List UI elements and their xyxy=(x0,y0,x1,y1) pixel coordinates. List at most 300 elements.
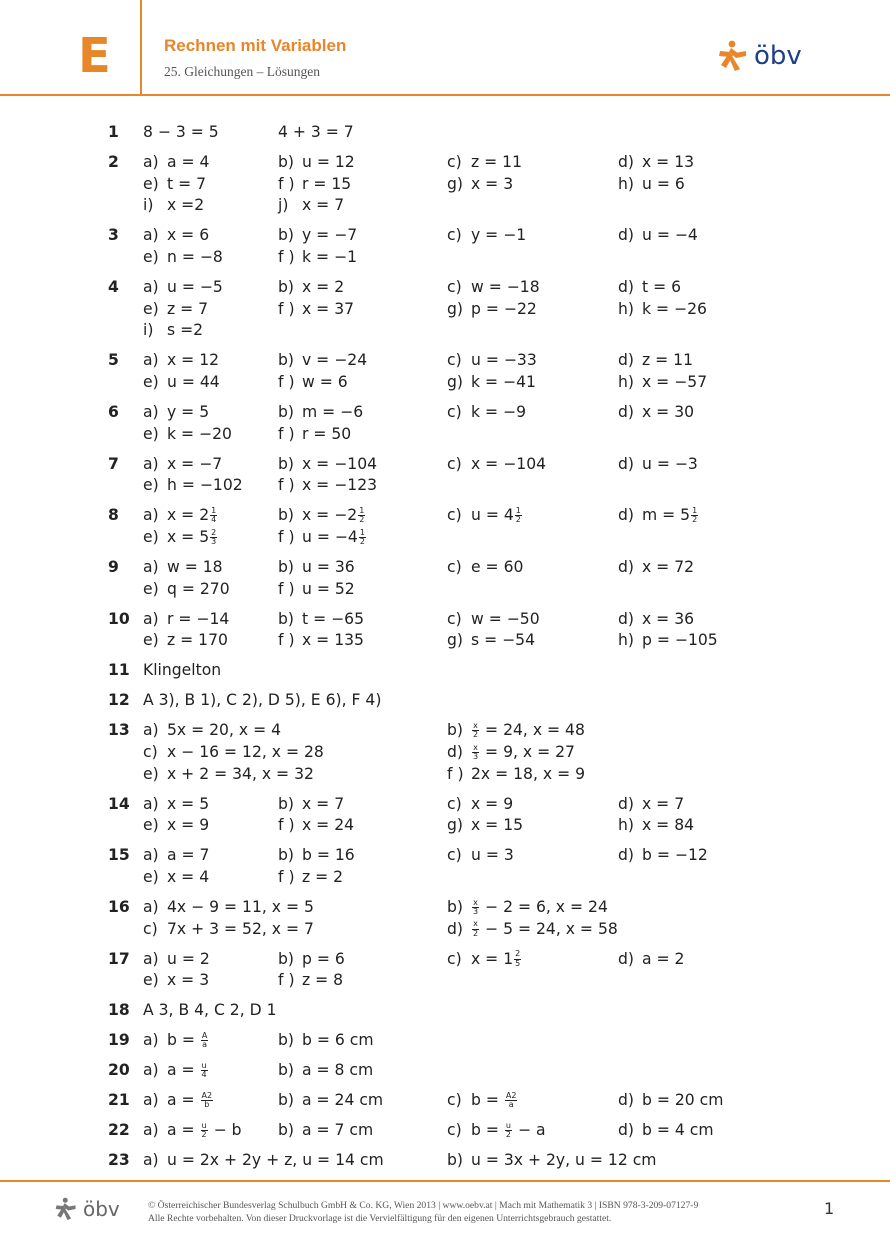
item-label: e) xyxy=(143,248,159,267)
task-number: 22 xyxy=(108,1121,130,1140)
fraction-numerator: 1 xyxy=(692,505,698,515)
answer-item xyxy=(618,815,694,837)
item-label: e) xyxy=(143,476,159,495)
task-number: 11 xyxy=(108,661,130,680)
task xyxy=(108,690,828,712)
answer-item xyxy=(278,195,344,217)
task xyxy=(108,897,828,940)
task-number: 4 xyxy=(108,278,119,297)
answer-item xyxy=(143,475,243,497)
fraction xyxy=(201,1032,208,1050)
item-label: e) xyxy=(143,631,159,650)
page-number: 1 xyxy=(824,1199,835,1218)
task xyxy=(108,720,828,785)
chapter-letter: E xyxy=(78,28,111,84)
answer-item xyxy=(143,794,209,816)
item-label: c) xyxy=(143,919,158,938)
item-value: k = −26 xyxy=(642,299,707,318)
item-label: b) xyxy=(278,794,294,813)
item-value: w = 6 xyxy=(302,373,348,392)
answer-row xyxy=(143,845,828,867)
item-value: x = 7 xyxy=(302,794,345,813)
answer-item xyxy=(143,122,219,144)
answer-row xyxy=(143,320,828,342)
answer-item xyxy=(143,195,204,217)
task-number: 12 xyxy=(108,691,130,710)
answer-row xyxy=(143,424,828,446)
item-value: x = 30 xyxy=(642,403,695,422)
answer-item xyxy=(618,225,698,247)
item-label: e) xyxy=(143,816,159,835)
task-answers xyxy=(143,1120,828,1142)
answer-item xyxy=(278,402,363,424)
answer-row xyxy=(143,609,828,631)
item-label: a) xyxy=(143,609,159,628)
task-answers xyxy=(143,402,828,445)
task xyxy=(108,845,828,888)
fraction-denominator: 3 xyxy=(473,907,479,917)
item-value: x = 72 xyxy=(642,558,695,577)
item-label: e) xyxy=(143,579,159,598)
item-label: e) xyxy=(143,764,159,783)
item-label: i) xyxy=(143,196,154,215)
answer-item xyxy=(278,277,344,299)
item-value: r = −14 xyxy=(167,609,230,628)
answer-item xyxy=(278,609,364,631)
answer-item xyxy=(278,152,355,174)
answer-item xyxy=(278,122,354,144)
item-value: z = 11 xyxy=(471,153,523,171)
item-value-rest: = 24, x = 48 xyxy=(480,721,585,740)
fraction-numerator: 2 xyxy=(211,527,217,537)
item-label: f ) xyxy=(278,174,295,193)
fraction xyxy=(472,920,479,938)
answer-item xyxy=(278,475,377,497)
item-value: a = xyxy=(167,1061,200,1080)
item-label: a) xyxy=(143,846,159,865)
item-value: u = 44 xyxy=(167,373,220,392)
answer-item xyxy=(618,402,694,424)
item-label: c) xyxy=(143,743,158,762)
item-label: b) xyxy=(278,403,294,422)
item-label: b) xyxy=(447,898,463,917)
answer-item xyxy=(618,1120,714,1142)
answer-item xyxy=(143,1120,242,1142)
task xyxy=(108,1150,828,1172)
answer-item xyxy=(278,1030,374,1052)
task-number: 14 xyxy=(108,794,130,813)
fraction-denominator: 5 xyxy=(515,958,521,968)
answer-item xyxy=(278,815,354,837)
item-label: f ) xyxy=(278,528,295,547)
task xyxy=(108,1120,828,1142)
answer-item xyxy=(143,1150,384,1172)
item-label: b) xyxy=(278,846,294,865)
item-label: b) xyxy=(278,506,294,525)
fraction xyxy=(472,722,479,740)
answer-item xyxy=(618,350,693,372)
item-value: y = −1 xyxy=(471,226,527,245)
answer-item xyxy=(447,815,523,837)
task-number: 9 xyxy=(108,558,119,577)
answer-row xyxy=(143,579,828,601)
task-answers xyxy=(143,1030,828,1052)
task-answers xyxy=(143,609,828,652)
item-label: d) xyxy=(618,153,634,171)
item-label: a) xyxy=(143,1121,159,1140)
footer-logo-text: öbv xyxy=(83,1197,120,1221)
item-value: h = −102 xyxy=(167,476,243,495)
fraction xyxy=(472,744,479,762)
item-value: u = 52 xyxy=(302,579,355,598)
item-label: e) xyxy=(143,424,159,443)
answer-item xyxy=(278,299,354,321)
task-number: 6 xyxy=(108,403,119,422)
item-value: u = 12 xyxy=(302,153,355,171)
item-value: b = −12 xyxy=(642,846,708,865)
task-answers xyxy=(143,690,828,712)
answer-row xyxy=(143,527,828,549)
task-number: 23 xyxy=(108,1151,130,1170)
task-answers xyxy=(143,845,828,888)
answer-item xyxy=(618,845,708,867)
item-label: b) xyxy=(278,351,294,370)
item-value: x = 12 xyxy=(167,351,220,370)
answer-item xyxy=(143,372,220,394)
answer-item xyxy=(278,372,348,394)
item-label: d) xyxy=(618,558,634,577)
task-answers xyxy=(143,1150,828,1172)
footer-line-2: Alle Rechte vorbehalten. Von dieser Druckvorlage ist die Vervielfältigung für den eigenen Unterrichtsgebrauch gestattet. xyxy=(148,1213,612,1224)
item-label: d) xyxy=(618,351,634,370)
item-value: t = −65 xyxy=(302,609,365,628)
task-number: 18 xyxy=(108,1001,130,1020)
item-label: h) xyxy=(618,816,634,835)
item-label: f ) xyxy=(278,424,295,443)
item-value: b = 6 cm xyxy=(302,1031,374,1050)
item-label: a) xyxy=(143,949,159,968)
item-label: e) xyxy=(143,868,159,887)
answer-item xyxy=(278,1060,373,1082)
item-label: b) xyxy=(278,1031,294,1050)
fraction-numerator: u xyxy=(505,1120,511,1130)
item-label: c) xyxy=(447,558,462,577)
answer-row xyxy=(143,475,828,497)
item-label: i) xyxy=(143,321,154,340)
footer-rule xyxy=(0,1180,890,1182)
item-label: e) xyxy=(143,373,159,392)
task-answers xyxy=(143,350,828,393)
item-value: u = −33 xyxy=(471,351,537,370)
answer-item xyxy=(447,277,540,299)
item-label: d) xyxy=(618,454,634,473)
fraction-numerator: x xyxy=(473,897,478,907)
item-value: 4x − 9 = 11, x = 5 xyxy=(167,898,314,917)
task-number: 7 xyxy=(108,454,119,473)
item-value: a = 7 cm xyxy=(302,1121,374,1140)
fraction-denominator: 2 xyxy=(692,515,698,525)
page-header xyxy=(0,0,890,95)
answer-row xyxy=(143,815,828,837)
fraction xyxy=(201,1092,214,1110)
fraction-numerator: 1 xyxy=(359,527,365,537)
answer-row xyxy=(143,742,828,764)
item-label: c) xyxy=(447,351,462,370)
task-number: 8 xyxy=(108,506,119,525)
answer-row xyxy=(143,1030,828,1052)
item-label: f ) xyxy=(278,373,295,392)
answer-item xyxy=(447,1120,546,1142)
answer-item xyxy=(143,174,206,196)
answer-item xyxy=(143,350,219,372)
answer-item xyxy=(143,1060,209,1082)
item-label: b) xyxy=(278,609,294,628)
solutions-list xyxy=(108,122,828,1180)
answer-item xyxy=(278,174,351,196)
item-label: b) xyxy=(278,1091,294,1110)
task xyxy=(108,1060,828,1082)
answer-row xyxy=(143,225,828,247)
item-label: d) xyxy=(618,949,634,968)
item-value: u = 2 xyxy=(167,949,210,968)
answer-row xyxy=(143,195,828,217)
page-title: Rechnen mit Variablen xyxy=(164,36,347,55)
answer-item xyxy=(278,970,343,992)
item-label: a) xyxy=(143,1061,159,1080)
fraction xyxy=(514,950,521,968)
item-value: x = 7 xyxy=(302,196,345,215)
task-number: 5 xyxy=(108,351,119,370)
item-label: d) xyxy=(618,1121,634,1140)
item-label: b) xyxy=(278,949,294,968)
item-value: x − 16 = 12, x = 28 xyxy=(167,743,324,762)
item-value: 7x + 3 = 52, x = 7 xyxy=(167,919,314,938)
item-value: p = 6 xyxy=(302,949,345,968)
answer-row xyxy=(143,867,828,889)
item-value: x = −104 xyxy=(302,454,378,473)
task-number: 19 xyxy=(108,1031,130,1050)
item-label: b) xyxy=(447,1151,463,1170)
answer-item xyxy=(278,247,357,269)
fraction-numerator: 1 xyxy=(515,505,521,515)
answer-item xyxy=(143,897,314,919)
item-value: x = 2 xyxy=(167,506,210,525)
fraction-denominator: 4 xyxy=(201,1070,207,1080)
item-label: g) xyxy=(447,816,463,835)
item-value: x = 15 xyxy=(471,816,524,835)
task-answers xyxy=(143,152,828,217)
item-value: a = 7 xyxy=(167,846,210,865)
task xyxy=(108,122,828,144)
answer-item xyxy=(447,225,526,247)
answer-item xyxy=(278,579,355,601)
item-value: z = 11 xyxy=(642,351,694,370)
item-value: x = 2 xyxy=(302,278,345,297)
answer-item xyxy=(143,949,210,971)
item-value-rest: = 9, x = 27 xyxy=(480,743,575,762)
answer-item xyxy=(143,1090,214,1112)
answer-item xyxy=(278,794,344,816)
answer-item xyxy=(143,505,218,527)
answer-item xyxy=(447,299,537,321)
task-answers xyxy=(143,949,828,992)
item-value: x = −123 xyxy=(302,476,378,495)
item-value: x = −104 xyxy=(471,454,547,473)
task-number: 17 xyxy=(108,949,130,968)
item-value: b = 4 cm xyxy=(642,1121,714,1140)
fraction-numerator: x xyxy=(473,919,478,929)
item-value: a = 24 cm xyxy=(302,1091,384,1110)
item-label: d) xyxy=(618,794,634,813)
item-label: d) xyxy=(447,919,463,938)
fraction xyxy=(201,1122,208,1140)
item-value: y = −7 xyxy=(302,226,358,245)
item-value: x = 36 xyxy=(642,609,695,628)
item-value: u = 3 xyxy=(471,846,514,865)
answer-item xyxy=(278,557,355,579)
item-value: u = 36 xyxy=(302,558,355,577)
task xyxy=(108,1090,828,1112)
item-label: a) xyxy=(143,454,159,473)
answer-item xyxy=(447,402,526,424)
item-value: z = 2 xyxy=(302,868,344,887)
item-label: g) xyxy=(447,373,463,392)
item-label: c) xyxy=(447,506,462,525)
fraction-denominator: 2 xyxy=(473,928,479,938)
item-label: a) xyxy=(143,721,159,740)
item-label: a) xyxy=(143,898,159,917)
item-value: a = 4 xyxy=(167,153,210,171)
task xyxy=(108,949,828,992)
fraction xyxy=(505,1092,518,1110)
item-value: x = 7 xyxy=(642,794,685,813)
item-label: c) xyxy=(447,1121,462,1140)
answer-row xyxy=(143,1150,828,1172)
answer-item xyxy=(618,1090,723,1112)
answer-item xyxy=(447,350,537,372)
item-value: x + 2 = 34, x = 32 xyxy=(167,764,314,783)
item-value: 8 − 3 = 5 xyxy=(143,123,219,141)
item-value: x = 13 xyxy=(642,153,695,171)
answer-text: A 3, B 4, C 2, D 1 xyxy=(143,1001,277,1020)
task xyxy=(108,660,828,682)
task-number: 20 xyxy=(108,1061,130,1080)
item-value: 4 + 3 = 7 xyxy=(278,123,354,141)
item-value: x = −57 xyxy=(642,373,708,392)
item-label: a) xyxy=(143,558,159,577)
answer-item xyxy=(143,867,209,889)
fraction-denominator: 4 xyxy=(211,515,217,525)
task-answers xyxy=(143,454,828,497)
answer-item xyxy=(618,277,681,299)
fraction xyxy=(358,507,365,525)
fraction-numerator: x xyxy=(473,720,478,730)
answer-text: Klingelton xyxy=(143,661,222,680)
item-label: f ) xyxy=(447,764,464,783)
answer-item xyxy=(278,424,351,446)
item-value: s =2 xyxy=(167,321,204,340)
item-label: e) xyxy=(143,174,159,193)
item-label: c) xyxy=(447,949,462,968)
fraction-numerator: A2 xyxy=(505,1090,517,1100)
item-value: k = −20 xyxy=(167,424,232,443)
task-answers xyxy=(143,505,828,548)
answer-item xyxy=(143,579,230,601)
item-value: b = xyxy=(471,1121,504,1140)
item-value: k = −9 xyxy=(471,403,526,422)
task-answers xyxy=(143,225,828,268)
item-label: b) xyxy=(278,153,294,171)
answer-row xyxy=(143,764,828,786)
answer-item xyxy=(143,720,281,742)
item-label: h) xyxy=(618,174,634,193)
answer-row xyxy=(143,949,828,971)
fraction-numerator: 1 xyxy=(359,505,365,515)
fraction xyxy=(210,507,217,525)
item-value: m = 5 xyxy=(642,506,691,525)
item-value: b = xyxy=(167,1031,200,1050)
answer-item xyxy=(143,299,208,321)
fraction-denominator: b xyxy=(204,1100,210,1110)
fraction xyxy=(505,1122,512,1140)
answer-row xyxy=(143,402,828,424)
task xyxy=(108,1000,828,1022)
header-rule xyxy=(0,94,890,96)
item-label: c) xyxy=(447,454,462,473)
item-label: d) xyxy=(618,846,634,865)
item-value: 2x = 18, x = 9 xyxy=(471,764,586,783)
item-value: b = 20 cm xyxy=(642,1091,724,1110)
answer-row xyxy=(143,794,828,816)
item-value: t = 7 xyxy=(167,174,207,193)
answer-row xyxy=(143,505,828,527)
item-label: a) xyxy=(143,506,159,525)
item-value: y = 5 xyxy=(167,403,210,422)
item-value: x = 3 xyxy=(167,971,210,990)
fraction-numerator: x xyxy=(473,742,478,752)
item-label: b) xyxy=(278,558,294,577)
item-label: d) xyxy=(618,506,634,525)
answer-item xyxy=(447,557,523,579)
task-number: 16 xyxy=(108,898,130,917)
answer-item xyxy=(143,815,209,837)
item-label: d) xyxy=(618,609,634,628)
item-label: h) xyxy=(618,299,634,318)
answer-text: A 3), B 1), C 2), D 5), E 6), F 4) xyxy=(143,691,382,710)
answer-row xyxy=(143,122,828,144)
item-value: k = −1 xyxy=(302,248,357,267)
fraction-numerator: u xyxy=(201,1120,207,1130)
answer-item xyxy=(618,372,707,394)
item-value: u = 3x + 2y, u = 12 cm xyxy=(471,1151,657,1170)
answer-item xyxy=(447,720,585,742)
item-value: m = −6 xyxy=(302,403,364,422)
task-number: 2 xyxy=(108,153,119,171)
answer-item xyxy=(447,609,540,631)
item-value: x = 1 xyxy=(471,949,514,968)
item-value: x = 4 xyxy=(167,868,210,887)
item-label: d) xyxy=(618,403,634,422)
item-value: x = 24 xyxy=(302,816,355,835)
item-label: b) xyxy=(447,721,463,740)
fraction-denominator: 2 xyxy=(515,515,521,525)
answer-item xyxy=(143,1030,209,1052)
answer-item xyxy=(143,609,229,631)
answer-item xyxy=(143,527,218,549)
answer-item xyxy=(278,630,364,652)
answer-item xyxy=(278,845,355,867)
star-icon xyxy=(55,1197,77,1221)
